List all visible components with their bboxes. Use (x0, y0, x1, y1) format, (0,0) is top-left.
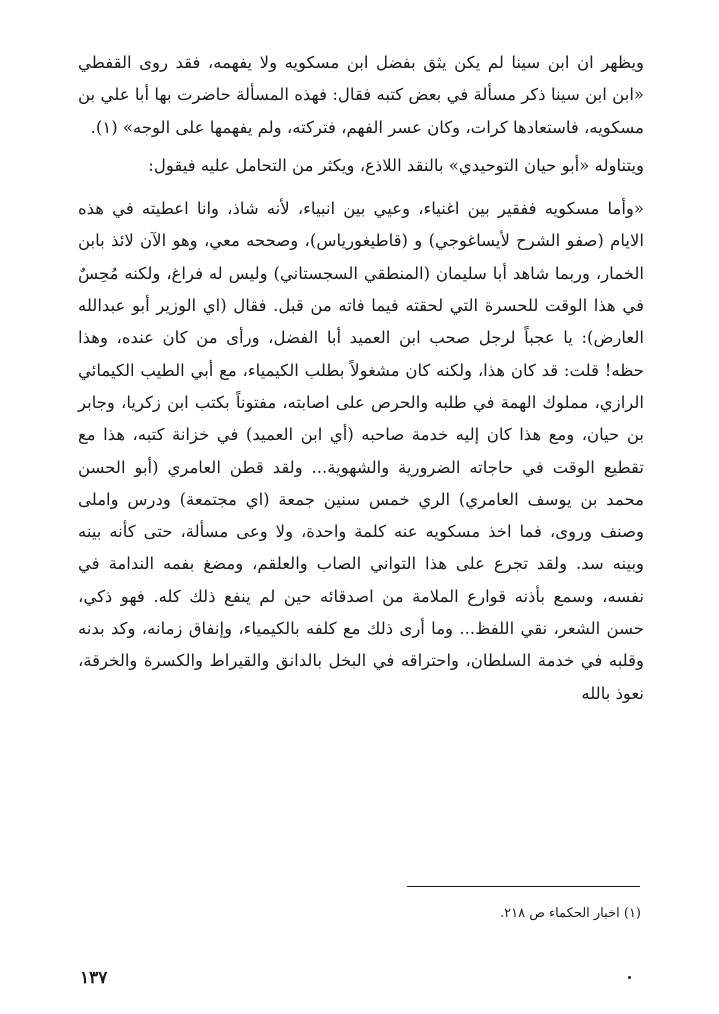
paragraph-quotation: «وأما مسكويه ففقير بين اغنياء، وعيي بين انبياء، لأنه شاذ، وانا اعطيته في هذه الايام (صفو الشرح لأيساغوجي) و (قاطيغورياس)، وصححه معي، وهو الآن لائذ بابن الخمار، وربما شاهد أبا سليمان (المنطقي السجستاني) وليس له فراغ، ولكنه مُحِسٌ في هذا الوقت للحسرة التي لحقته فيما فاته من قبل. فقال (اي الوزير أبو عبدالله العارض): يا عجباً لرجل صحب ابن العميد أبا الفضل، ورأى من كان عنده، وهذا حظه! قلت: قد كان هذا، ولكنه كان مشغولاً بطلب الكيمياء، مع أبي الطيب الكيمائي الرازي، مملوك الهمة في طلبه والحرص على اصابته، مفتوناً بكتب ابن زكريا، وجابر بن حيان، ومع هذا كان إليه خدمة صاحبه (أي ابن العميد) في خزانة كتبه، هذا مع تقطيع الوقت في حاجاته الضرورية والشهوية... ولقد قطن العامري (أبو الحسن محمد بن يوسف العامري) الري خمس سنين جمعة (اي مجتمعة) ودرس واملى وصنف وروى، فما اخذ مسكويه عنه كلمة واحدة، ولا وعى مسألة، حتى كأنه بينه وبينه سد. ولقد تجرع على هذا التواني الصاب والعلقم، ومضغ بفمه الندامة في نفسه، وسمع بأذنه قوارع الملامة من اصدقائه حين لم ينفع ذلك كله. فهو ذكي، حسن الشعر، نقي اللفظ... وما أرى ذلك مع كلفه بالكيمياء، وإنفاق زمانه، وكد بدنه وقلبه في خدمة السلطان، واحتراقه في البخل بالدانق والقيراط والكسرة والخرقة، نعوذ بالله (78, 199, 644, 703)
page-number: ١٣٧ (80, 968, 108, 988)
footnote-divider (407, 886, 640, 887)
footnote: (١) اخبار الحكماء ص ٢١٨. (499, 906, 641, 921)
paragraph-tawhidi-intro: ويتناوله «أبو حيان التوحيدي» بالنقد اللاذع، ويكثر من التحامل عليه فيقول: (148, 155, 644, 175)
body-text (78, 47, 644, 710)
paragraph-ibn-sina: ويظهر ان ابن سينا لم يكن يثق بفضل ابن مسكويه ولا يفهمه، فقد روى القفطي «ابن ابن سينا ذكر مسألة في بعض كتبه فقال: فهذه المسألة حاضرت بها أبا علي بن مسكويه، فاستعادها كرات، وكان عسر الفهم، فتركته، ولم يفهمها على الوجه» (١). (78, 53, 644, 137)
page-mark-dot (628, 976, 631, 979)
